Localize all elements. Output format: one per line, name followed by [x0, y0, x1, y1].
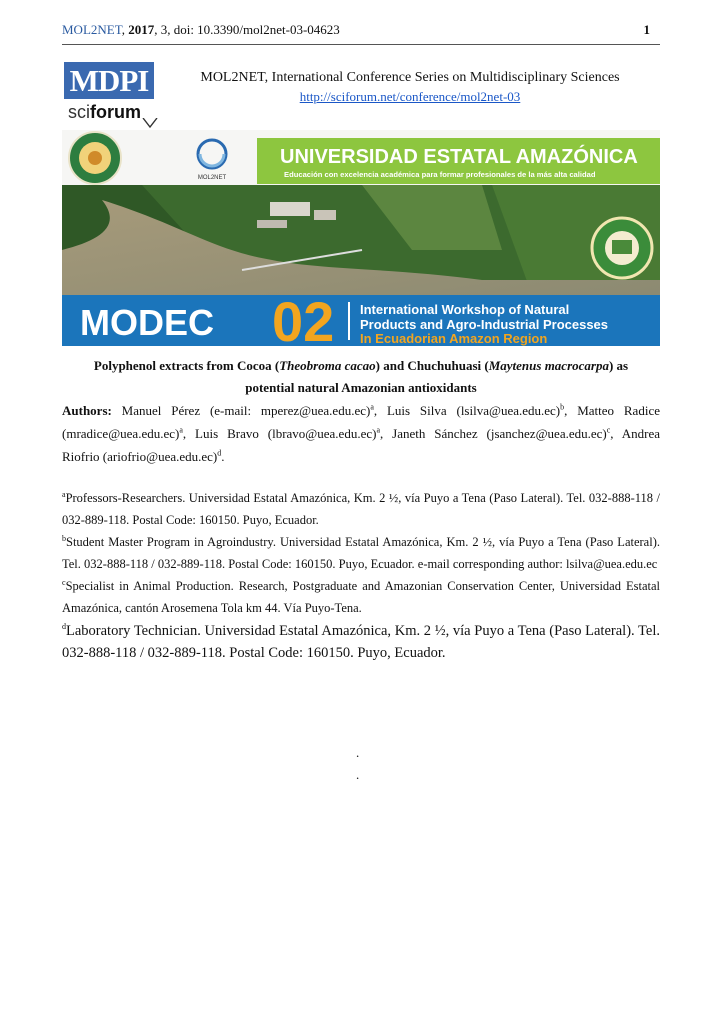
affiliation-d — [62, 620, 660, 664]
journal-name: MOL2NET — [62, 22, 122, 37]
banner-workshop-line1: International Workshop of Natural — [360, 302, 570, 317]
author-2-sup: b — [560, 402, 565, 412]
affiliation-a-text: Professors-Researchers. Universidad Estatal Amazónica, Km. 2 ½, vía Puyo a Tena (Paso Lateral). Tel. 032-888-118 / 032-889-118. Postal Code: 160150. Puyo, Ecuador. — [62, 491, 660, 527]
sciforum-forum: forum — [90, 102, 141, 122]
author-1-sup: a — [370, 402, 374, 412]
logo-notch-icon — [142, 118, 158, 130]
banner-graphic — [62, 130, 660, 346]
conference-link[interactable]: http://sciforum.net/conference/mol2net-03 — [299, 89, 521, 104]
banner-workshop-line2: Products and Agro-Industrial Processes — [360, 317, 609, 332]
title-part1: Polyphenol extracts from Cocoa ( — [93, 358, 280, 373]
banner-modec: MODEC — [80, 302, 214, 343]
author-2: , Luis Silva (lsilva@uea.edu.ec) — [373, 403, 561, 418]
author-list — [62, 399, 660, 468]
author-4-sup: a — [376, 425, 381, 435]
page-number: 1 — [643, 22, 650, 37]
affiliation-c-sup: c — [62, 577, 66, 587]
banner-workshop-line3: In Ecuadorian Amazon Region — [360, 331, 548, 346]
conference-banner — [62, 130, 660, 346]
trailing-dots — [356, 742, 359, 786]
authors-label: Authors: — [62, 403, 112, 418]
affiliation-b — [62, 532, 660, 575]
dot-2: . — [356, 767, 360, 782]
author-5-sup: c — [606, 425, 611, 435]
banner-mol2net: MOL2NET — [197, 175, 227, 181]
affiliation-b-sup: b — [62, 533, 66, 543]
author-5: , Janeth Sánchez (jsanchez@uea.edu.ec) — [380, 426, 607, 441]
running-header — [62, 22, 660, 45]
title-part2: ) and Chuchuhuasi ( — [375, 358, 489, 373]
paper-title — [62, 355, 660, 399]
affiliation-b-text: Student Master Program in Agroindustry. Universidad Estatal Amazónica, Km. 2 ½, vía Puyo a Tena (Paso Lateral). Tel. 032-888-118 / 032-889-118. Postal Code: 160150. Puyo, Ecuador. e-mail corresponding author: lsilva@uea.edu.ec — [62, 535, 660, 571]
title-part3: ) as — [608, 358, 629, 373]
paper-title-line1 — [62, 355, 660, 377]
affiliation-a-sup: a — [62, 489, 66, 499]
author-4: , Luis Bravo (lbravo@uea.edu.ec) — [182, 426, 377, 441]
banner-number: 02 — [272, 290, 335, 346]
dot-1: . — [356, 745, 360, 760]
sciforum-logo-text — [64, 99, 154, 125]
affiliation-list — [62, 488, 660, 665]
affiliation-d-sup: d — [62, 622, 66, 632]
affiliation-d-text: Laboratory Technician. Universidad Estatal Amazónica, Km. 2 ½, vía Puyo a Tena (Paso Lateral). Tel. 032-888-118 / 032-889-118. Postal Code: 160150. Puyo, Ecuador. — [62, 623, 660, 661]
mdpi-sciforum-logo — [64, 62, 154, 130]
title-species1: Theobroma cacao — [279, 358, 376, 373]
author-6: , Andrea Riofrio (ariofrio@uea.edu.ec) — [62, 426, 660, 464]
author-1: Manuel Pérez (e-mail: mperez@uea.edu.ec) — [111, 403, 371, 418]
banner-university: UNIVERSIDAD ESTATAL AMAZÓNICA — [280, 146, 638, 168]
conference-title: MOL2NET, International Conference Series on Multidisciplinary Sciences — [200, 70, 620, 85]
author-6-sup: d — [217, 448, 222, 458]
sciforum-sci: sci — [68, 102, 90, 122]
journal-doi: , 3, doi: 10.3390/mol2net-03-04623 — [154, 22, 340, 37]
author-3: , Matteo Radice (mradice@uea.edu.ec) — [62, 403, 660, 441]
affiliation-a — [62, 488, 660, 531]
affiliation-c-text: Specialist in Animal Production. Research, Postgraduate and Amazonian Conservation Center, Universidad Estatal Amazónica, cantón Arosemena Tola km 44. Vía Puyo-Tena. — [62, 579, 660, 615]
banner-tagline: Educación con excelencia académica para formar profesionales de la más alta calidad — [284, 170, 596, 179]
author-3-sup: a — [179, 425, 183, 435]
paper-title-line2: potential natural Amazonian antioxidants — [245, 380, 477, 395]
affiliation-c — [62, 576, 660, 619]
mdpi-logo-text: MDPI — [64, 62, 154, 99]
title-species2: Maytenus macrocarpa — [488, 358, 609, 373]
authors-end: . — [221, 449, 225, 464]
header-comma: , — [121, 22, 129, 37]
journal-year: 2017 — [128, 22, 155, 37]
